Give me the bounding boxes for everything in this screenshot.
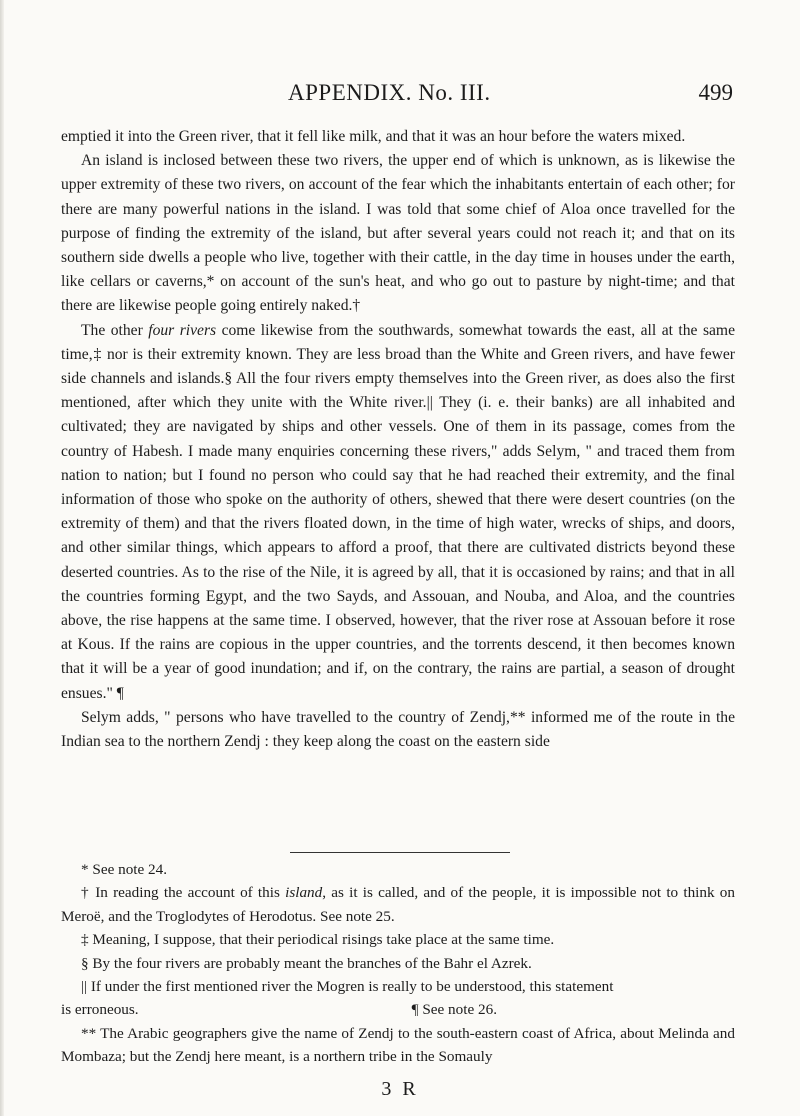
- main-text: [61, 125, 735, 754]
- running-head: APPENDIX. No. III.: [288, 80, 491, 105]
- footnote-2-italic: island: [285, 884, 323, 902]
- footnote-1: * See note 24.: [81, 861, 168, 878]
- paragraph-island: An island is inclosed between these two rivers, the upper end of which is unknown, as is likewise the upper extremity of these two rivers, on account of the fear which the inhabitants entertain of each other; for there are many powerful nations in the island. I was told that some chief of Aloa once travelled for the purpose of finding the extremity of the island, but after several years could not reach it; and that on its southern side dwells a people who live, together with their cattle, in the day time in houses under the earth, like cellars or caverns,* on account of the sun's heat, and who go out to pasture by night-time; and that there are likewise people going entirely naked.†: [61, 152, 735, 315]
- footnote-2-rest: , as it is called, and of the people, it is impossible not to think on Meroë, and the Troglodytes of Herodotus. See note 25.: [61, 884, 735, 925]
- page-header: [0, 80, 800, 114]
- paragraph-four-rivers: [61, 319, 735, 706]
- footnote-5-end: is erroneous.: [61, 1001, 139, 1019]
- paragraph-continued: emptied it into the Green river, that it fell like milk, and that it was an hour before the waters mixed.: [61, 128, 686, 145]
- paragraph-four-rivers-start: The other: [81, 321, 149, 339]
- footnote-5-end-line: [61, 998, 735, 1021]
- paragraph-four-rivers-rest: come likewise from the southwards, somewhat towards the east, all at the same time,‡ nor is their extremity known. They are less broad than the White and Green rivers, and have fewer side channels and islands.§ All the four rivers empty themselves into the Green river, as does also the first mentioned, after which they unite with the White river.|| They (i. e. their banks) are all inhabited and cultivated; they are navigated by ships and other vessels. One of them in its passage, comes from the country of Habesh. I made many enquiries concerning these rivers," adds Selym, " and traced them from nation to nation; but I found no person who could say that he had reached their extremity, and the final information of those who spoke on the authority of others, shewed that there were desert countries (on the extremity of them) and that the rivers floated down, in the time of high water, wrecks of ships, and doors, and other similar things, which appears to afford a proof, that there are cultivated districts beyond these deserted countries. As to the rise of the Nile, it is agreed by all, that it is occasioned by rains; and that in all the countries forming Egypt, and the two Sayds, and Assouan, and Nouba, and Aloa, and the countries above, the rise happens at the same time. I observed, however, that the river rose at Assouan before it rose at Kous. If the rains are copious in the upper countries, and the torrents descend, it then becomes known that it will be a year of good inundation; and if, on the contrary, the rains are partial, a season of drought ensues." ¶: [61, 321, 735, 702]
- footnote-4: § By the four rivers are probably meant the branches of the Bahr el Azrek.: [81, 954, 532, 972]
- footnote-7: ** The Arabic geographers give the name of Zendj to the south-eastern coast of Africa, about Melinda and Mombaza; but the Zendj here meant, is a northern tribe in the Somauly: [61, 1024, 735, 1066]
- signature-mark: 3 R: [381, 1078, 419, 1100]
- footnote-3: ‡ Meaning, I suppose, that their periodical risings take place at the same time.: [81, 931, 555, 949]
- paragraph-four-rivers-italic: four rivers: [148, 321, 217, 339]
- footnote-5: || If under the first mentioned river the Mogren is really to be understood, this statement: [81, 978, 614, 996]
- footnote-rule: [290, 852, 510, 853]
- footnote-2-start: † In reading the account of this: [81, 884, 286, 902]
- page-binding-edge: [0, 0, 4, 1116]
- footnote-6: ¶ See note 26.: [411, 1001, 497, 1019]
- footnote-2: [61, 881, 735, 928]
- paragraph-selym-adds: Selym adds, " persons who have travelled to the country of Zendj,** informed me of the route in the Indian sea to the northern Zendj : they keep along the coast on the eastern side: [61, 708, 735, 751]
- page-number: 499: [698, 80, 733, 105]
- footnotes: [61, 858, 735, 1069]
